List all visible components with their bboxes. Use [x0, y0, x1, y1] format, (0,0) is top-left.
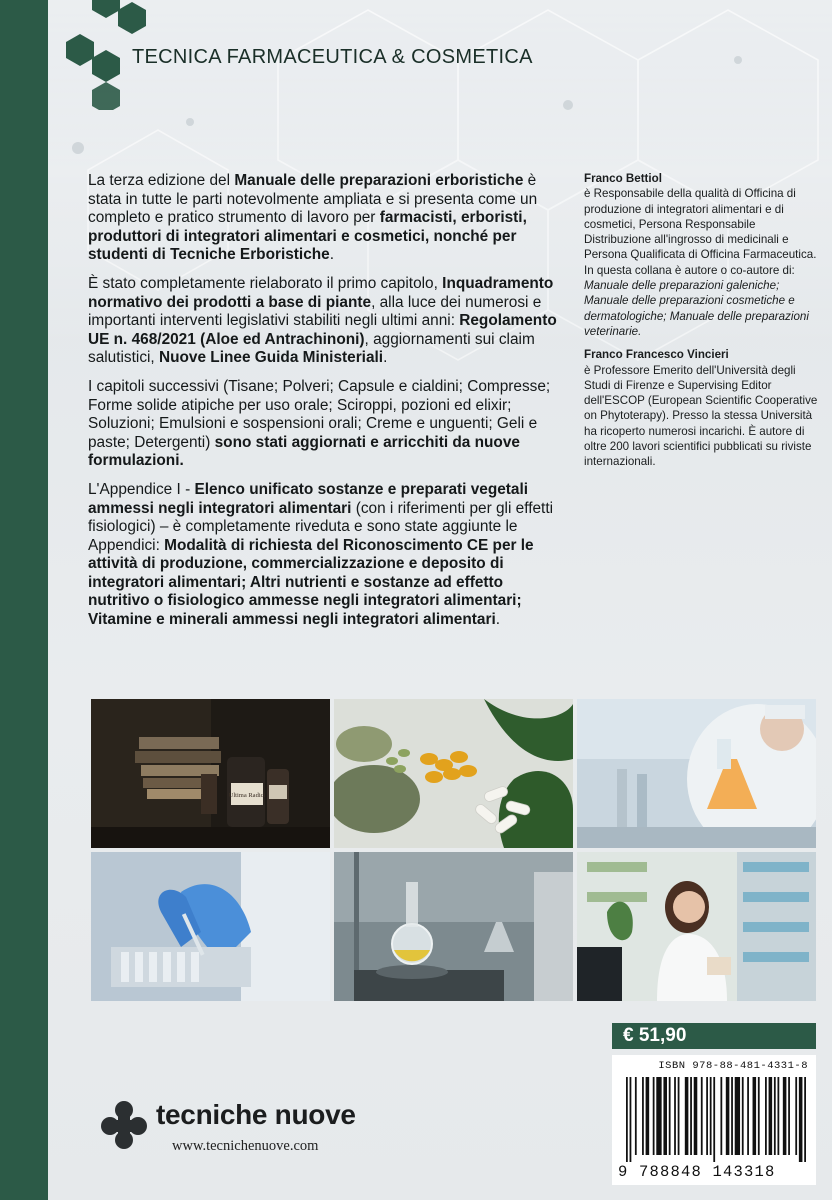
barcode-bar	[630, 1077, 632, 1162]
publisher-logo-icon	[96, 1096, 152, 1152]
barcode-bar	[694, 1077, 698, 1155]
barcode-bar	[674, 1077, 676, 1155]
jar-label: Ultima Radici	[228, 792, 266, 799]
series-title: TECNICA FARMACEUTICA & COSMETICA	[132, 46, 533, 68]
barcode-bar	[731, 1077, 733, 1155]
text-run: .	[495, 611, 500, 629]
text-run: .	[329, 246, 335, 264]
barcode-bar	[669, 1077, 671, 1155]
bold-text-run: Modalità di richiesta del Riconoscimento CE per le attività di produzione, commercializzazione e deposito di integratori alimentari; Altri nutrienti e sostanze ad effetto nutritivo o fisiologico ammesse negli integratori alimentari; Vitamine e minerali ammessi negli integratori alimentari	[88, 536, 534, 629]
author-bio-bettiol	[584, 186, 820, 339]
barcode-bars	[626, 1077, 806, 1162]
barcode-bar	[783, 1077, 787, 1155]
text-run: L'Appendice I -	[88, 480, 195, 498]
publisher-url[interactable]: www.tecnichenuove.com	[172, 1138, 319, 1154]
bold-text-run: farmacisti, erboristi, produttori di integratori alimentari e cosmetici, nonché per studenti di Tecniche Erboristiche	[88, 209, 527, 264]
book-description	[88, 172, 566, 640]
bold-text-run: Inquadramento normativo dei prodotti a base di piante	[88, 274, 554, 311]
photo-capsules-and-herbs	[334, 699, 573, 848]
barcode-bar	[701, 1077, 703, 1155]
isbn-barcode	[612, 1055, 816, 1185]
ean-number: 9 788848 143318	[618, 1163, 776, 1181]
barcode-bar	[685, 1077, 689, 1155]
barcode-bar	[753, 1077, 757, 1155]
barcode-bar	[663, 1077, 667, 1155]
author-name-vincieri: Franco Francesco Vincieri	[584, 348, 729, 362]
barcode-bar	[765, 1077, 767, 1155]
publisher-block	[96, 1094, 396, 1164]
barcode-bar	[646, 1077, 650, 1155]
barcode-bar	[774, 1077, 776, 1155]
description-paragraph-3	[88, 378, 566, 471]
barcode-bar	[788, 1077, 790, 1155]
description-paragraph-2	[88, 275, 566, 368]
photo-pharmacist-woman	[577, 852, 816, 1001]
publisher-name: tecniche nuove	[156, 1099, 356, 1130]
text-run: , alla luce dei numerosi e importanti interventi legislativi stabiliti negli ultimi anni:	[88, 293, 542, 330]
barcode-bar	[690, 1077, 692, 1155]
text-run: È stato completamente rielaborato il primo capitolo,	[88, 274, 443, 292]
text-run: è Responsabile della qualità di Officina di produzione di integratori alimentari e di cosmetici, Persona Responsabile Distribuzione all'ingrosso di medicinali e Persona Qualificata di Officina Farmaceutica. In questa collana è autore o co-autore di:	[584, 187, 817, 277]
barcode-bar	[769, 1077, 773, 1155]
cover-spine-band	[0, 0, 48, 1200]
barcode-bar	[795, 1077, 797, 1155]
bold-text-run: Manuale delle preparazioni erboristiche	[234, 172, 524, 189]
barcode-bar	[710, 1077, 712, 1155]
photo-gloved-hands-pipette	[91, 852, 330, 1001]
photo-old-books-and-jars	[91, 699, 330, 848]
barcode-bar	[635, 1077, 637, 1155]
bold-text-run: Regolamento UE n. 468/2021 (Aloe ed Antrachinoni)	[88, 312, 557, 348]
barcode-bar	[706, 1077, 708, 1155]
barcode-bar	[758, 1077, 760, 1155]
barcode-bar	[626, 1077, 628, 1162]
bold-text-run: Elenco unificato sostanze e preparati vegetali ammessi negli integratori alimentari	[88, 480, 529, 517]
description-paragraph-1	[88, 172, 566, 265]
italic-text-run: Manuale delle preparazioni galeniche; Manuale delle preparazioni cosmetiche e dermatologiche; Manuale delle preparazioni veterinarie.	[584, 279, 809, 338]
barcode-bar	[678, 1077, 680, 1155]
barcode-bar	[742, 1077, 744, 1155]
photo-distillation-glassware	[334, 852, 573, 1001]
author-bios	[584, 171, 820, 478]
barcode-bar	[720, 1077, 722, 1155]
author-bio-vincieri	[584, 363, 820, 470]
photo-lab-scientist-flask	[577, 699, 816, 848]
bold-text-run: sono stati aggiornati e arricchiti da nuove formulazioni.	[88, 433, 520, 470]
text-run: .	[383, 349, 388, 367]
text-run: (con i riferimenti per gli effetti fisiologici) – è completamente riveduta e sono state aggiunte le Appendici:	[88, 499, 554, 554]
barcode-bar	[799, 1077, 803, 1162]
barcode-bar	[747, 1077, 749, 1155]
barcode-bar	[726, 1077, 730, 1155]
photo-grid	[91, 699, 815, 1001]
isbn-number: ISBN 978-88-481-4331-8	[658, 1060, 808, 1072]
bold-text-run: Nuove Linee Guida Ministeriali	[159, 349, 384, 367]
text-run: I capitoli successivi (Tisane; Polveri; Capsule e cialdini; Compresse; Forme solide atipiche per uso orale; Sciroppi, pozioni ed elixir; Soluzioni; Emulsioni e sospensioni orali; Creme e unguenti; Geli e paste; Detergenti)	[88, 377, 551, 451]
barcode-bar	[777, 1077, 779, 1155]
barcode-bar	[656, 1077, 661, 1155]
text-run: è Professore Emerito dell'Università degli Studi di Firenze e Supervising Editor dell'ESCOP (European Scientific Cooperative on Phytoterapy). Presso la stessa Università ha ricoperto numerosi incarichi. È autore di oltre 200 lavori scientifici pubblicati su riviste internazionali.	[584, 363, 818, 469]
price-tag: € 51,90	[612, 1023, 816, 1049]
author-name-bettiol: Franco Bettiol	[584, 172, 662, 185]
description-paragraph-4	[88, 481, 566, 630]
barcode-bar	[653, 1077, 655, 1155]
barcode-bar	[713, 1077, 715, 1162]
barcode-bar	[735, 1077, 740, 1155]
text-run: , aggiornamenti sui claim salutistici,	[88, 330, 535, 367]
barcode-bar	[642, 1077, 644, 1155]
barcode-bar	[804, 1077, 806, 1162]
text-run: è stata in tutte le parti notevolmente ampliata e si presenta come un completo e pratico strumento di lavoro per	[88, 172, 538, 227]
text-run: La terza edizione del	[88, 172, 235, 189]
